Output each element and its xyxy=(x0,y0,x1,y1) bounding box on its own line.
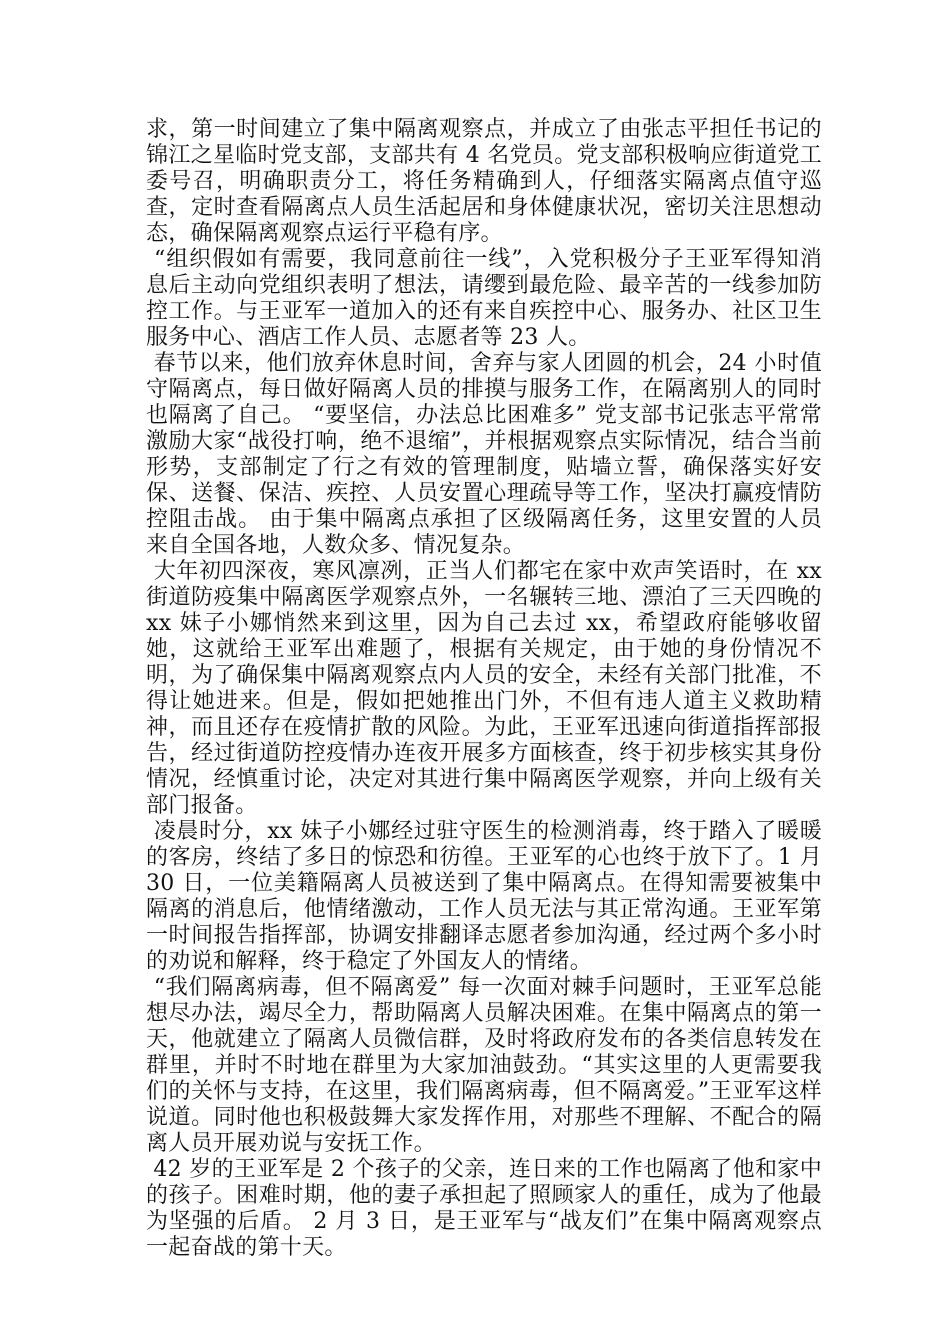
paragraph: 大年初四深夜，寒风凛冽，正当人们都宅在家中欢声笑语时，在 xx 街道防疫集中隔离医学观察点外，一名辗转三地、漂泊了三天四晚的 xx 妹子小娜悄然来到这里，因为自己去过 xx，希望政府能够收留她，这就给王亚军出难题了，根据有关规定，由于她的身份情况不明，为了确保集中隔离观察点内人员的安全，未经有关部门批准，不得让她进来。但是，假如把她推出门外，不但有违人道主义救助精神，而且还存在疫情扩散的风险。为此，王亚军迅速向街道指挥部报告，经过街道防控疫情办连夜开展多方面核查，终于初步核实其身份情况，经慎重讨论，决定对其进行集中隔离医学观察，并向上级有关部门报备。 xyxy=(146,559,830,818)
paragraph: 凌晨时分，xx 妹子小娜经过驻守医生的检测消毒，终于踏入了暖暖的客房，终结了多日的惊恐和彷徨。王亚军的心也终于放下了。1 月 30 日，一位美籍隔离人员被送到了集中隔离点。在得知需要被集中隔离的消息后，他情绪激动，工作人员无法与其正常沟通。王亚军第一时间报告指挥部，协调安排翻译志愿者参加沟通，经过两个多小时的劝说和解释，终于稳定了外国友人的情绪。 xyxy=(146,819,830,974)
document-body xyxy=(146,117,830,1261)
paragraph: 春节以来，他们放弃休息时间，舍弃与家人团圆的机会，24 小时值守隔离点，每日做好隔离人员的排摸与服务工作，在隔离别人的同时也隔离了自己。 “要坚信，办法总比困难多” 党支部书记张志平常常激励大家“战役打响，绝不退缩”，并根据观察点实际情况，结合当前形势，支部制定了行之有效的管理制度，贴墙立誓，确保落实好安保、送餐、保洁、疾控、人员安置心理疏导等工作，坚决打赢疫情防控阻击战。 由于集中隔离点承担了区级隔离任务，这里安置的人员来自全国各地，人数众多、情况复杂。 xyxy=(146,351,822,558)
paragraph: 42 岁的王亚军是 2 个孩子的父亲，连日来的工作也隔离了他和家中的孩子。困难时期，他的妻子承担起了照顾家人的重任，成为了他最为坚强的后盾。 2 月 3 日，是王亚军与“战友们”在集中隔离观察点一起奋战的第十天。 xyxy=(146,1157,822,1260)
paragraph: “组织假如有需要，我同意前往一线”，入党积极分子王亚军得知消息后主动向党组织表明了想法，请缨到最危险、最辛苦的一线参加防控工作。与王亚军一道加入的还有来自疾控中心、服务办、社区卫生服务中心、酒店工作人员、志愿者等 23 人。 xyxy=(146,247,822,350)
paragraph: 求，第一时间建立了集中隔离观察点，并成立了由张志平担任书记的锦江之星临时党支部，支部共有 4 名党员。党支部积极响应街道党工委号召，明确职责分工，将任务精确到人，仔细落实隔离点值守巡查，定时查看隔离点人员生活起居和身体健康状况，密切关注思想动态，确保隔离观察点运行平稳有序。 xyxy=(146,117,822,246)
paragraph: “我们隔离病毒，但不隔离爱” 每一次面对棘手问题时，王亚军总能想尽办法，竭尽全力，帮助隔离人员解决困难。在集中隔离点的第一天，他就建立了隔离人员微信群，及时将政府发布的各类信息转发在群里，并时不时地在群里为大家加油鼓劲。“其实这里的人更需要我们的关怀与支持，在这里，我们隔离病毒，但不隔离爱。”王亚军这样说道。同时他也积极鼓舞大家发挥作用，对那些不理解、不配合的隔离人员开展劝说与安抚工作。 xyxy=(146,975,822,1156)
